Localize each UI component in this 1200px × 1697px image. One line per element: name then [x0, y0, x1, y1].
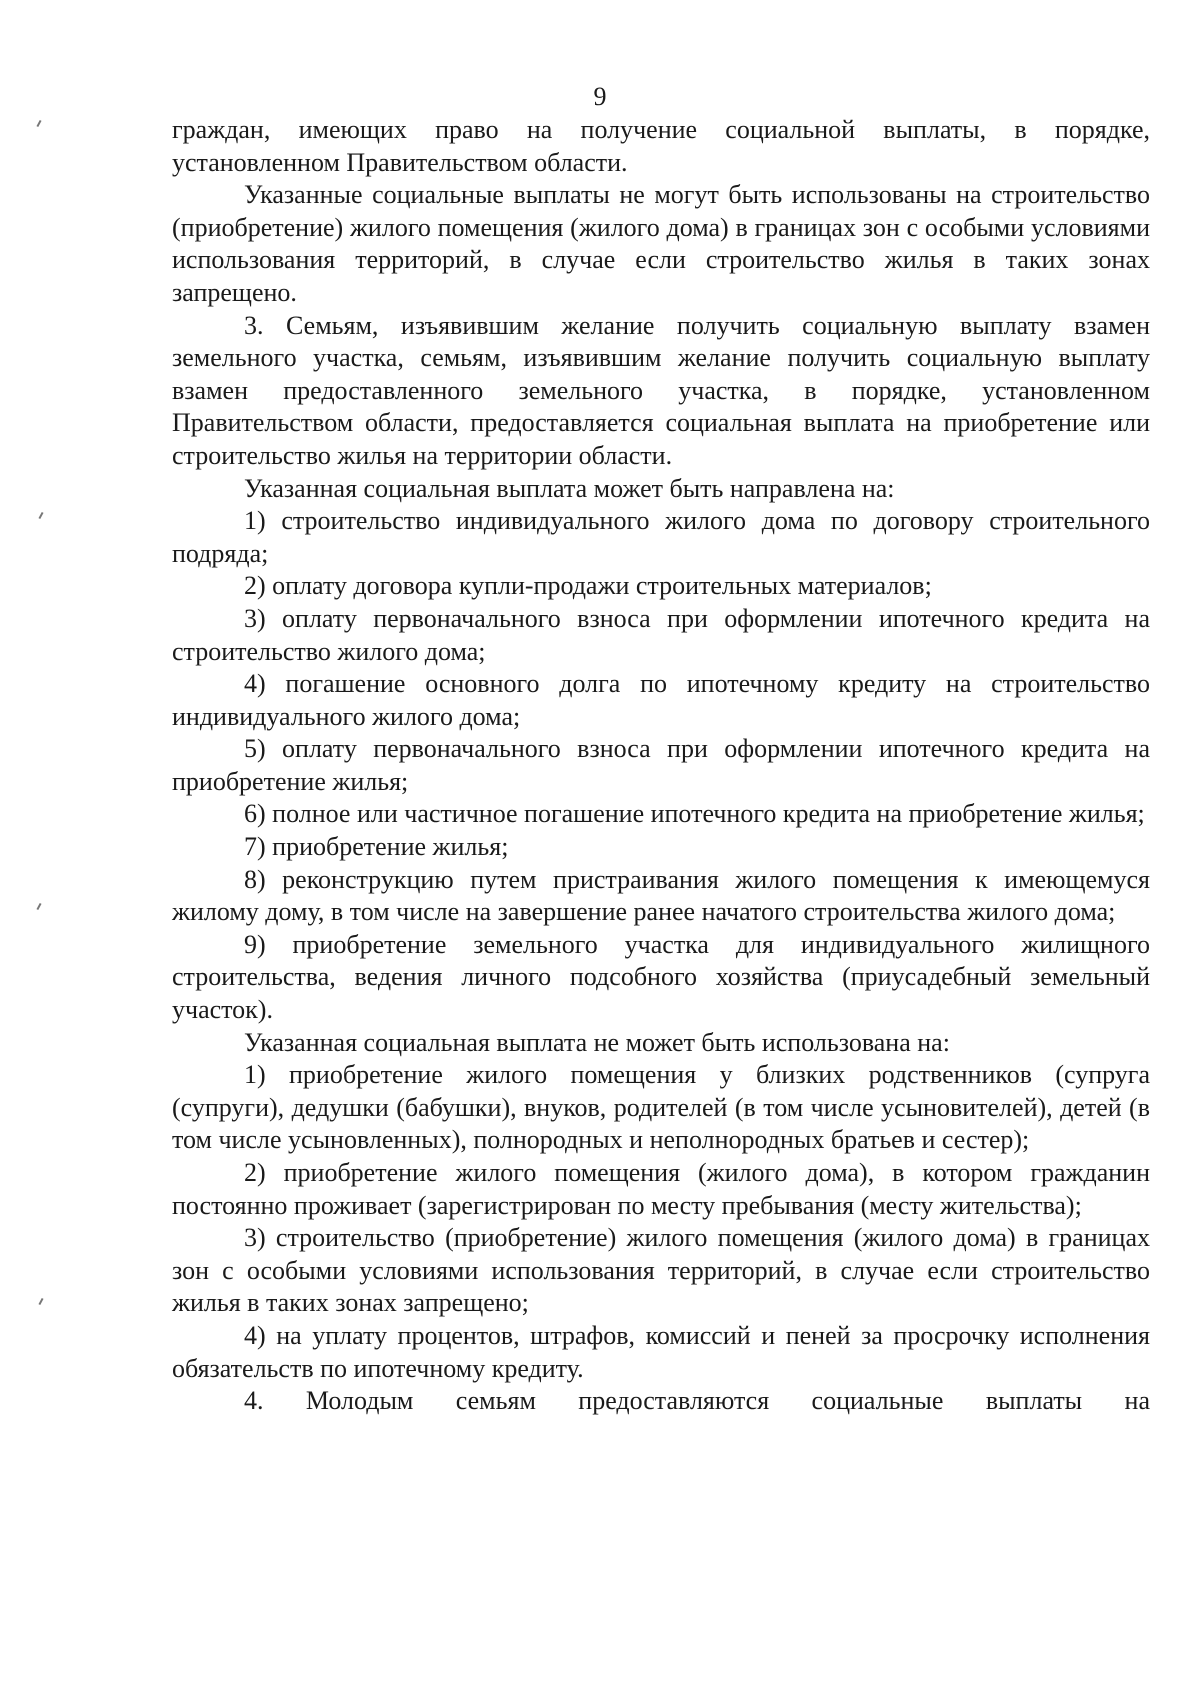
paragraph: Указанные социальные выплаты не могут быть использованы на строительство (приобретение) жилого помещения (жилого дома) в границах зон с особыми условиями использования территорий, в случае если строительство жилья в таких зонах запрещено. [172, 180, 1150, 307]
scan-artifact-mark [38, 512, 43, 519]
list-item: 1) строительство индивидуального жилого дома по договору строительного подряда; [172, 506, 1150, 568]
list-item: 6) полное или частичное погашение ипотечного кредита на приобретение жилья; [244, 799, 1145, 829]
list-item: 7) приобретение жилья; [244, 832, 509, 862]
list-item: 3) оплату первоначального взноса при оформлении ипотечного кредита на строительство жилого дома; [172, 603, 1150, 666]
list-item: 9) приобретение земельного участка для индивидуального жилищного строительства, ведения личного подсобного хозяйства (приусадебный земельный участок). [172, 929, 1150, 1025]
page-number: 9 [593, 82, 607, 111]
list-item: 8) реконструкцию путем пристраивания жилого помещения к имеющемуся жилому дому, в том числе на завершение ранее начатого строительства жилого дома; [172, 864, 1150, 927]
list-item: 2) оплату договора купли-продажи строительных материалов; [244, 571, 932, 601]
scan-artifact-mark [38, 1298, 43, 1305]
scan-artifact-mark [36, 903, 41, 910]
list-item: 2) приобретение жилого помещения (жилого дома), в котором гражданин постоянно проживает (зарегистрирован по месту пребывания (месту жительства); [172, 1158, 1150, 1220]
paragraph-intro-directions: Указанная социальная выплата может быть направлена на: [244, 473, 895, 503]
scan-artifact-mark [36, 120, 41, 127]
list-item: 4) на уплату процентов, штрафов, комиссий и пеней за просрочку исполнения обязательств по ипотечному кредиту. [172, 1320, 1150, 1383]
list-item: 3) строительство (приобретение) жилого помещения (жилого дома) в границах зон с особыми условиями использования территорий, в случае если строительство жилья в таких зонах запрещено; [172, 1223, 1150, 1318]
paragraph-continuation: граждан, имеющих право на получение социальной выплаты, в порядке, установленном Правительством области. [172, 115, 1150, 177]
paragraph-item-3: 3. Семьям, изъявившим желание получить социальную выплату взамен земельного участка, семьям, изъявившим желание получить социальную выплату взамен предоставленного земельного участка, в порядке, установленном Правительством области, предоставляется социальная выплата на приобретение или строительство жилья на территории области. [172, 310, 1150, 470]
list-item: 1) приобретение жилого помещения у близких родственников (супруга (супруги), дедушки (бабушки), внуков, родителей (в том числе усыновителей), детей (в том числе усыновленных), полнородных и неполнородных братьев и сестер); [172, 1060, 1150, 1155]
list-item: 4) погашение основного долга по ипотечному кредиту на строительство индивидуального жилого дома; [172, 669, 1150, 731]
paragraph-intro-restrictions: Указанная социальная выплата не может быть использована на: [244, 1027, 950, 1057]
paragraph-item-4: 4. Молодым семьям предоставляются социальные выплаты на [244, 1386, 1150, 1416]
document-body [172, 114, 1150, 1418]
list-item: 5) оплату первоначального взноса при оформлении ипотечного кредита на приобретение жилья; [172, 734, 1150, 796]
